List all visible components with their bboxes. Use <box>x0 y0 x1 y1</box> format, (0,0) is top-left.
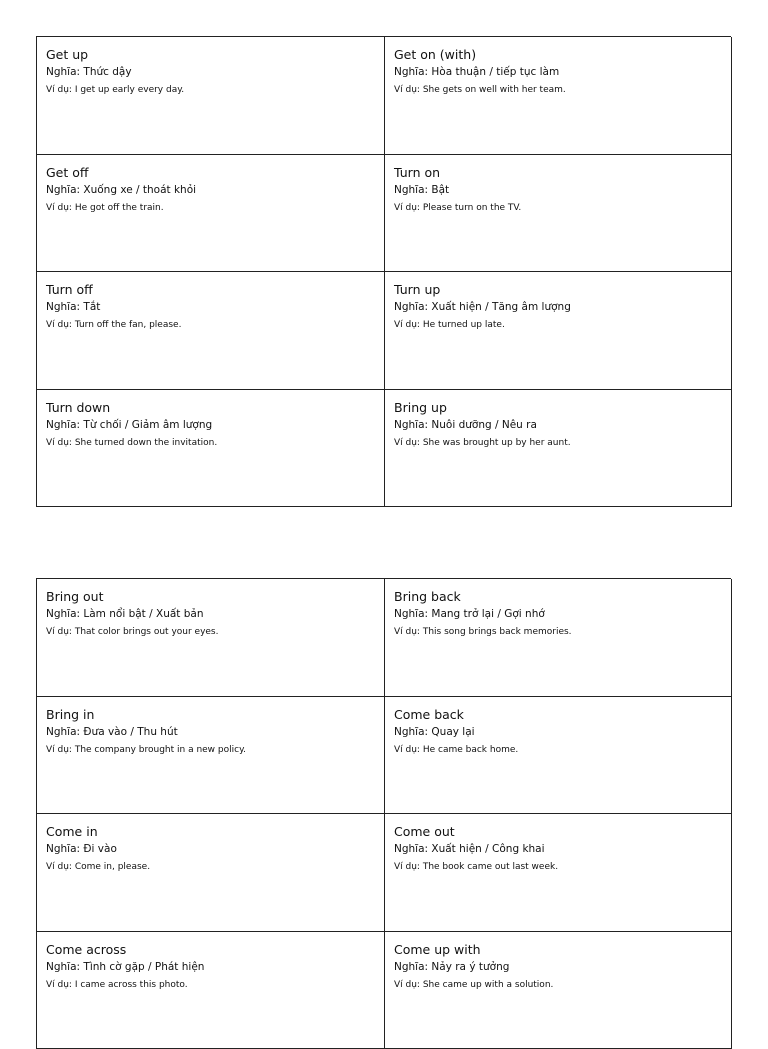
example: Ví dụ: Turn off the fan, please. <box>46 320 375 331</box>
example: Ví dụ: The company brought in a new policy. <box>46 745 375 756</box>
flashcard <box>37 272 385 390</box>
example: Ví dụ: Come in, please. <box>46 862 375 873</box>
flashcard <box>37 579 385 697</box>
flashcard <box>385 814 732 932</box>
phrasal-verb: Bring up <box>394 400 722 415</box>
phrasal-verb: Come in <box>46 824 375 839</box>
phrasal-verb: Get up <box>46 47 375 62</box>
meaning: Nghĩa: Nảy ra ý tưởng <box>394 961 722 974</box>
flashcard <box>385 390 732 508</box>
flashcard <box>37 932 385 1049</box>
meaning: Nghĩa: Tắt <box>46 301 375 314</box>
phrasal-verb: Come out <box>394 824 722 839</box>
phrasal-verb: Come back <box>394 707 722 722</box>
example: Ví dụ: I came across this photo. <box>46 980 375 991</box>
phrasal-verb: Bring out <box>46 589 375 604</box>
example: Ví dụ: He turned up late. <box>394 320 722 331</box>
meaning: Nghĩa: Mang trở lại / Gợi nhớ <box>394 608 722 621</box>
flashcard <box>37 697 385 815</box>
flashcard <box>37 37 385 155</box>
meaning: Nghĩa: Đưa vào / Thu hút <box>46 726 375 739</box>
meaning: Nghĩa: Xuất hiện / Công khai <box>394 843 722 856</box>
example: Ví dụ: I get up early every day. <box>46 85 375 96</box>
example: Ví dụ: She gets on well with her team. <box>394 85 722 96</box>
example: Ví dụ: She came up with a solution. <box>394 980 722 991</box>
phrasal-verb: Turn on <box>394 165 722 180</box>
phrasal-verb: Get on (with) <box>394 47 722 62</box>
example: Ví dụ: Please turn on the TV. <box>394 203 722 214</box>
flashcard <box>37 390 385 508</box>
flashcard-grid-2 <box>36 578 731 1049</box>
phrasal-verb: Bring in <box>46 707 375 722</box>
meaning: Nghĩa: Nuôi dưỡng / Nêu ra <box>394 419 722 432</box>
example: Ví dụ: She turned down the invitation. <box>46 438 375 449</box>
phrasal-verb: Turn off <box>46 282 375 297</box>
meaning: Nghĩa: Thức dậy <box>46 66 375 79</box>
example: Ví dụ: The book came out last week. <box>394 862 722 873</box>
meaning: Nghĩa: Làm nổi bật / Xuất bản <box>46 608 375 621</box>
flashcard <box>385 697 732 815</box>
phrasal-verb: Turn down <box>46 400 375 415</box>
flashcard-grid-1 <box>36 36 731 507</box>
flashcard <box>385 37 732 155</box>
phrasal-verb: Come up with <box>394 942 722 957</box>
example: Ví dụ: He came back home. <box>394 745 722 756</box>
phrasal-verb: Get off <box>46 165 375 180</box>
meaning: Nghĩa: Từ chối / Giảm âm lượng <box>46 419 375 432</box>
phrasal-verb: Turn up <box>394 282 722 297</box>
meaning: Nghĩa: Xuống xe / thoát khỏi <box>46 184 375 197</box>
meaning: Nghĩa: Xuất hiện / Tăng âm lượng <box>394 301 722 314</box>
flashcard <box>37 814 385 932</box>
phrasal-verb: Bring back <box>394 589 722 604</box>
meaning: Nghĩa: Quay lại <box>394 726 722 739</box>
phrasal-verb: Come across <box>46 942 375 957</box>
example: Ví dụ: She was brought up by her aunt. <box>394 438 722 449</box>
flashcard <box>37 155 385 273</box>
flashcard <box>385 155 732 273</box>
meaning: Nghĩa: Đi vào <box>46 843 375 856</box>
flashcard <box>385 272 732 390</box>
example: Ví dụ: This song brings back memories. <box>394 627 722 638</box>
example: Ví dụ: That color brings out your eyes. <box>46 627 375 638</box>
meaning: Nghĩa: Hòa thuận / tiếp tục làm <box>394 66 722 79</box>
flashcard <box>385 932 732 1049</box>
example: Ví dụ: He got off the train. <box>46 203 375 214</box>
meaning: Nghĩa: Tình cờ gặp / Phát hiện <box>46 961 375 974</box>
meaning: Nghĩa: Bật <box>394 184 722 197</box>
flashcard <box>385 579 732 697</box>
